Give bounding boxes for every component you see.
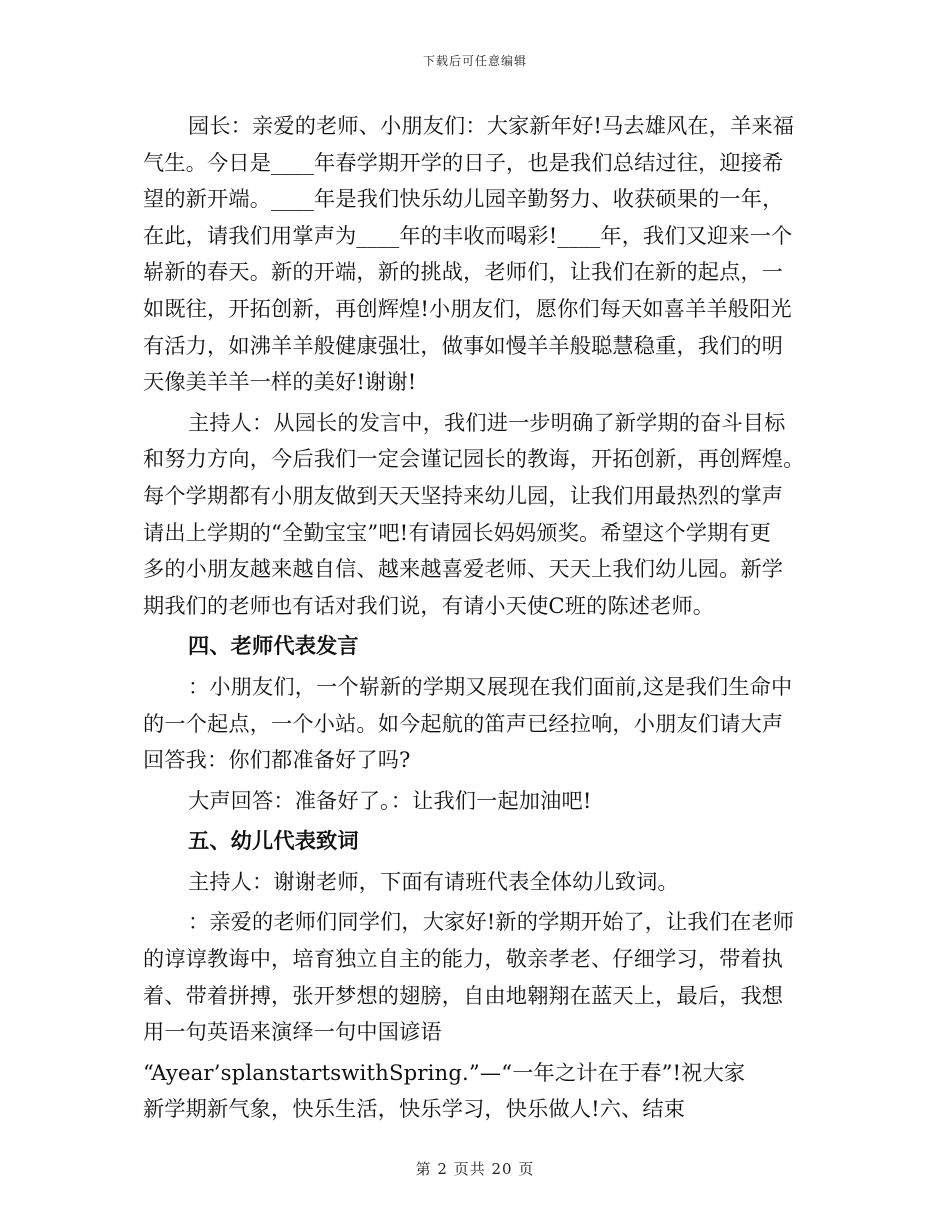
paragraph-line: ：亲爱的老师们同学们，大家好!新的学期开始了，让我们在老师 [188, 909, 795, 935]
paragraph-line: 的谆谆教诲中，培育独立自主的能力，敬亲孝老、仔细学习，带着执 [143, 946, 784, 972]
paragraph-line: 期我们的老师也有话对我们说，有请小天使C班的陈述老师。 [143, 592, 715, 618]
paragraph-line: 主持人：谢谢老师，下面有请班代表全体幼儿致词。 [188, 868, 679, 894]
paragraph-line: 园长：亲爱的老师、小朋友们：大家新年好!马去雄风在，羊来福 [188, 113, 795, 138]
paragraph-line: 崭新的春天。新的开端，新的挑战，老师们，让我们在新的起点，一 [143, 259, 784, 285]
paragraph-line: 和努力方向，今后我们一定会谨记园长的教诲，开拓创新，再创辉煌。 [143, 446, 805, 472]
section-heading: 五、幼儿代表致词 [188, 828, 359, 854]
paragraph-line: “Ayear’splanstartswithSpring.”—“一年之计在于春”!祝大家 [143, 1059, 746, 1085]
paragraph-line: 用一句英语来演绎一句中国谚语 [143, 1019, 442, 1045]
paragraph-line: 回答我：你们都准备好了吗? [143, 747, 411, 773]
paragraph-line: 主持人：从园长的发言中，我们进一步明确了新学期的奋斗目标 [188, 409, 786, 435]
paragraph-line: 如既往，开拓创新，再创辉煌!小朋友们，愿你们每天如喜羊羊般阳光 [143, 295, 792, 321]
paragraph-line: 望的新开端。____年是我们快乐幼儿园辛勤努力、收获硕果的一年， [143, 186, 784, 212]
section-heading: 四、老师代表发言 [188, 633, 359, 659]
paragraph-line: 的一个起点，一个小站。如今起航的笛声已经拉响，小朋友们请大声 [143, 710, 784, 736]
paragraph-line: 着、带着拼搏，张开梦想的翅膀，自由地翱翔在蓝天上，最后，我想 [143, 982, 784, 1008]
paragraph-line: ：小朋友们，一个崭新的学期又展现在我们面前,这是我们生命中 [188, 673, 793, 699]
document-body [143, 108, 813, 1128]
page-header: 下载后可任意编辑 [422, 54, 527, 68]
paragraph-line: 多的小朋友越来越自信、越来越喜爱老师、天天上我们幼儿园。新学 [143, 556, 784, 582]
paragraph-line: 请出上学期的“全勤宝宝”吧!有请园长妈妈颁奖。希望这个学期有更 [143, 519, 772, 545]
page-footer: 第 2 页共 20 页 [415, 1160, 535, 1178]
paragraph-line: 在此，请我们用掌声为____年的丰收而喝彩!____年，我们又迎来一个 [143, 222, 793, 248]
paragraph-line: 有活力，如沸羊羊般健康强壮，做事如慢羊羊般聪慧稳重，我们的明 [143, 332, 784, 358]
paragraph-line: 新学期新气象，快乐生活，快乐学习，快乐做人!六、结束 [143, 1096, 686, 1122]
paragraph-line: 每个学期都有小朋友做到天天坚持来幼儿园，让我们用最热烈的掌声 [143, 482, 784, 508]
paragraph-line: 气生。今日是____年春学期开学的日子，也是我们总结过往，迎接希 [143, 149, 784, 175]
paragraph-line: 天像美羊羊一样的美好!谢谢! [143, 369, 417, 395]
paragraph-line: 大声回答：准备好了。：让我们一起加油吧! [188, 787, 592, 813]
